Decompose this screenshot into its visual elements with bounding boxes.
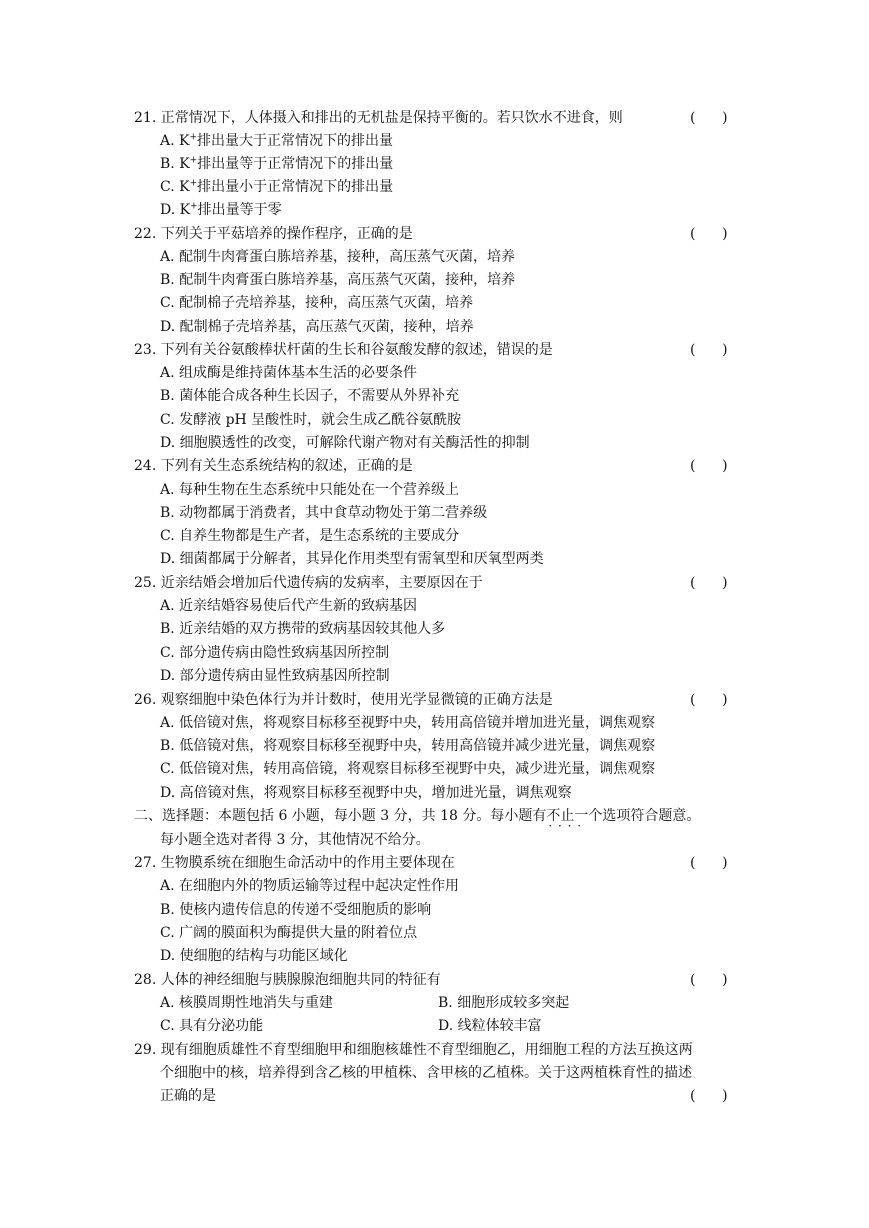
section-2-instructions-cont: 每小题全选对者得 3 分，其他情况不给分。 [160,832,430,848]
q23-option-a: A. 组成酶是维持菌体基本生活的必要条件 [160,365,418,381]
q29-stem-line1: 29. 现有细胞质雄性不育型细胞甲和细胞核雄性不育型细胞乙，用细胞工程的方法互换这两 [134,1042,693,1058]
q27-option-c: C. 广阔的膜面积为酶提供大量的附着位点 [160,925,418,941]
q29-stem-line2: 个细胞中的核，培养得到含乙核的甲植株、含甲核的乙植株。关于这两植株育性的描述 [160,1065,692,1081]
q21-stem: 21. 正常情况下，人体摄入和排出的无机盐是保持平衡的。若只饮水不进食，则 [134,110,623,126]
q22-option-b: B. 配制牛肉膏蛋白胨培养基，高压蒸气灭菌，接种，培养 [160,272,516,288]
q22-option-d: D. 配制棉子壳培养基，高压蒸气灭菌，接种，培养 [160,319,474,335]
q25-stem: 25. 近亲结婚会增加后代遗传病的发病率，主要原因在于 [134,575,483,591]
q24-option-b: B. 动物都属于消费者，其中食草动物处于第二营养级 [160,505,488,521]
q27-option-d: D. 使细胞的结构与功能区域化 [160,948,348,964]
q26-option-b: B. 低倍镜对焦，将观察目标移至视野中央，转用高倍镜并减少进光量，调焦观察 [160,738,656,754]
q27-answer-bracket: ( ) [690,855,728,871]
q21-option-c: C. K+排出量小于正常情况下的排出量 [160,178,394,195]
q22-answer-bracket: ( ) [690,226,728,242]
q28-option-c: C. 具有分泌功能 [160,1018,264,1034]
q27-option-a: A. 在细胞内外的物质运输等过程中起决定性作用 [160,878,460,894]
q27-option-b: B. 使核内遗传信息的传递不受细胞质的影响 [160,902,432,918]
q28-option-b: B. 细胞形成较多突起 [438,995,570,1011]
q25-option-a: A. 近亲结婚容易使后代产生新的致病基因 [160,598,418,614]
q21-option-a: A. K+排出量大于正常情况下的排出量 [160,132,394,149]
q26-option-c: C. 低倍镜对焦，转用高倍镜，将观察目标移至视野中央，减少进光量，调焦观察 [160,761,656,777]
q28-option-d: D. 线粒体较丰富 [438,1018,542,1034]
q22-option-c: C. 配制棉子壳培养基，接种，高压蒸气灭菌，培养 [160,295,474,311]
q26-option-d: D. 高倍镜对焦，将观察目标移至视野中央，增加进光量，调焦观察 [160,785,572,801]
q24-option-a: A. 每种生物在生态系统中只能处在一个营养级上 [160,482,460,498]
q23-option-c: C. 发酵液 pH 呈酸性时，就会生成乙酰谷氨酰胺 [160,412,462,428]
q28-answer-bracket: ( ) [690,972,728,988]
q24-stem: 24. 下列有关生态系统结构的叙述，正确的是 [134,458,413,474]
q25-option-d: D. 部分遗传病由显性致病基因所控制 [160,668,390,684]
q26-stem: 26. 观察细胞中染色体行为并计数时，使用光学显微镜的正确方法是 [134,692,553,708]
q25-answer-bracket: ( ) [690,575,728,591]
q23-option-b: B. 菌体能合成各种生长因子，不需要从外界补充 [160,388,460,404]
q25-option-c: C. 部分遗传病由隐性致病基因所控制 [160,645,390,661]
q29-answer-bracket: ( ) [690,1088,728,1104]
q29-stem-line3: 正确的是 [160,1088,216,1104]
q23-option-d: D. 细胞膜透性的改变，可解除代谢产物对有关酶活性的抑制 [160,435,530,451]
q28-option-a: A. 核膜周期性地消失与重建 [160,995,334,1011]
q26-option-a: A. 低倍镜对焦，将观察目标移至视野中央，转用高倍镜并增加进光量，调焦观察 [160,715,656,731]
q22-stem: 22. 下列关于平菇培养的操作程序，正确的是 [134,226,413,242]
q22-option-a: A. 配制牛肉膏蛋白胨培养基，接种，高压蒸气灭菌，培养 [160,249,516,265]
q26-answer-bracket: ( ) [690,692,728,708]
q21-option-d: D. K+排出量等于零 [160,201,282,218]
emphasis-dots: 不止一个 · · [546,808,602,824]
q27-stem: 27. 生物膜系统在细胞生命活动中的作用主要体现在 [134,855,455,871]
q28-stem: 28. 人体的神经细胞与胰腺腺泡细胞共同的特征有 [134,972,441,988]
q21-option-b: B. K+排出量等于正常情况下的排出量 [160,155,394,172]
q24-option-d: D. 细菌都属于分解者，其异化作用类型有需氧型和厌氧型两类 [160,551,544,567]
q25-option-b: B. 近亲结婚的双方携带的致病基因较其他人多 [160,621,446,637]
q24-answer-bracket: ( ) [690,458,728,474]
q23-answer-bracket: ( ) [690,342,728,358]
q23-stem: 23. 下列有关谷氨酸棒状杆菌的生长和谷氨酸发酵的叙述，错误的是 [134,342,553,358]
q21-answer-bracket: ( ) [690,110,728,126]
section-2-instructions: 二、选择题：本题包括 6 小题，每小题 3 分，共 18 分。每小题有不止一个 · · 选项符合题意。 [134,806,700,826]
q24-option-c: C. 自养生物都是生产者，是生态系统的主要成分 [160,528,460,544]
